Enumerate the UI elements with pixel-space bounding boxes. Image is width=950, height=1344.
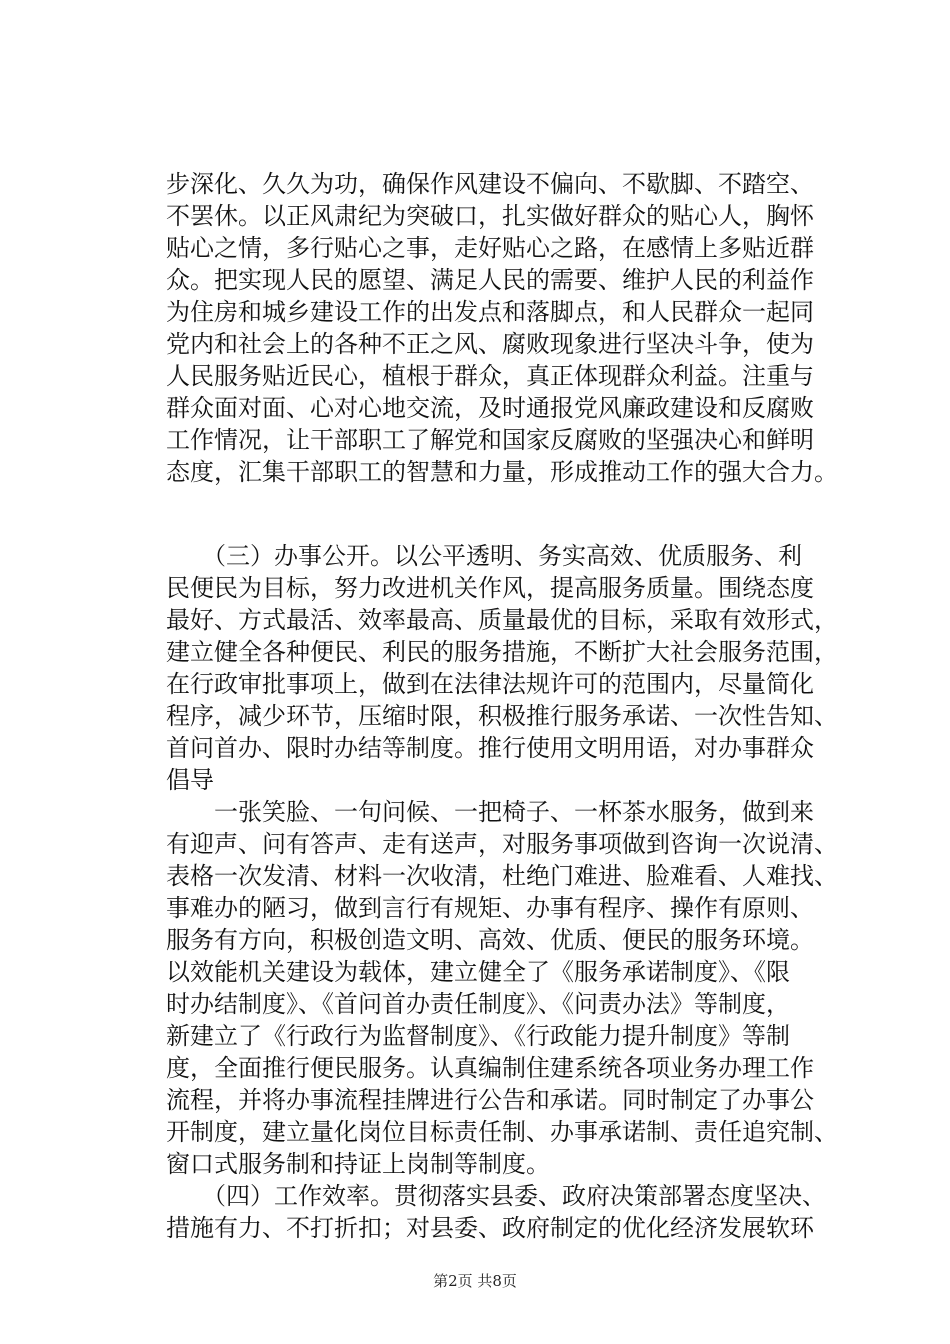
text-line: 事难办的陋习，做到言行有规矩、办事有程序、操作有原则、 [166, 894, 814, 922]
text-line: 倡导 [166, 766, 214, 794]
text-line: 为住房和城乡建设工作的出发点和落脚点，和人民群众一起同 [166, 298, 814, 326]
text-line: 不罢休。以正风肃纪为突破口，扎实做好群众的贴心人，胸怀 [166, 202, 814, 230]
text-line: 建立健全各种便民、利民的服务措施，不断扩大社会服务范围， [166, 638, 838, 666]
body-text [166, 168, 856, 1244]
text-line: 态度，汇集干部职工的智慧和力量，形成推动工作的强大合力。 [166, 458, 838, 486]
text-line: （四）工作效率。贯彻落实县委、政府决策部署态度坚决、 [166, 1182, 826, 1210]
text-line: 流程，并将办事流程挂牌进行公告和承诺。同时制定了办事公 [166, 1086, 814, 1114]
text-line: 新建立了《行政行为监督制度》、《行政能力提升制度》等制 [166, 1022, 790, 1050]
text-line: 工作情况，让干部职工了解党和国家反腐败的坚强决心和鲜明 [166, 426, 814, 454]
text-line: 措施有力、不打折扣；对县委、政府制定的优化经济发展软环 [166, 1214, 814, 1242]
text-line: 最好、方式最活、效率最高、质量最优的目标，采取有效形式， [166, 606, 838, 634]
text-line: 程序，减少环节，压缩时限，积极推行服务承诺、一次性告知、 [166, 702, 838, 730]
text-line: 众。把实现人民的愿望、满足人民的需要、维护人民的利益作 [166, 266, 814, 294]
text-line: 党内和社会上的各种不正之风、腐败现象进行坚决斗争，使为 [166, 330, 814, 358]
text-line: 在行政审批事项上，做到在法律法规许可的范围内，尽量简化 [166, 670, 814, 698]
paragraph-gap [166, 488, 856, 540]
text-line: 一张笑脸、一句问候、一把椅子、一杯茶水服务，做到来 [166, 798, 814, 826]
text-line: 开制度，建立量化岗位目标责任制、办事承诺制、责任追究制、 [166, 1118, 838, 1146]
text-line: 有迎声、问有答声、走有送声，对服务事项做到咨询一次说清、 [166, 830, 838, 858]
text-line: 服务有方向，积极创造文明、高效、优质、便民的服务环境。 [166, 926, 814, 954]
text-line: 时办结制度》、《首问首办责任制度》、《问责办法》等制度， [166, 990, 790, 1018]
page-footer [0, 1271, 950, 1291]
text-line: 首问首办、限时办结等制度。推行使用文明用语，对办事群众 [166, 734, 814, 762]
paragraph-2 [166, 540, 856, 796]
text-line: 表格一次发清、材料一次收清，杜绝门难进、脸难看、人难找、 [166, 862, 838, 890]
text-line: 步深化、久久为功，确保作风建设不偏向、不歇脚、不踏空、 [166, 170, 814, 198]
page-number-label: 第2页 共8页 [433, 1272, 517, 1290]
text-line: 人民服务贴近民心，植根于群众，真正体现群众利益。注重与 [166, 362, 814, 390]
paragraph-3 [166, 796, 856, 1180]
paragraph-1 [166, 168, 856, 488]
text-line: （三）办事公开。以公平透明、务实高效、优质服务、利 [166, 542, 802, 570]
text-line: 民便民为目标，努力改进机关作风，提高服务质量。围绕态度 [166, 574, 814, 602]
text-line: 群众面对面、心对心地交流，及时通报党风廉政建设和反腐败 [166, 394, 814, 422]
text-line: 以效能机关建设为载体，建立健全了《服务承诺制度》、《限 [166, 958, 790, 986]
paragraph-4 [166, 1180, 856, 1244]
text-line: 窗口式服务制和持证上岗制等制度。 [166, 1150, 550, 1178]
text-line: 贴心之情，多行贴心之事，走好贴心之路，在感情上多贴近群 [166, 234, 814, 262]
text-line: 度，全面推行便民服务。认真编制住建系统各项业务办理工作 [166, 1054, 814, 1082]
